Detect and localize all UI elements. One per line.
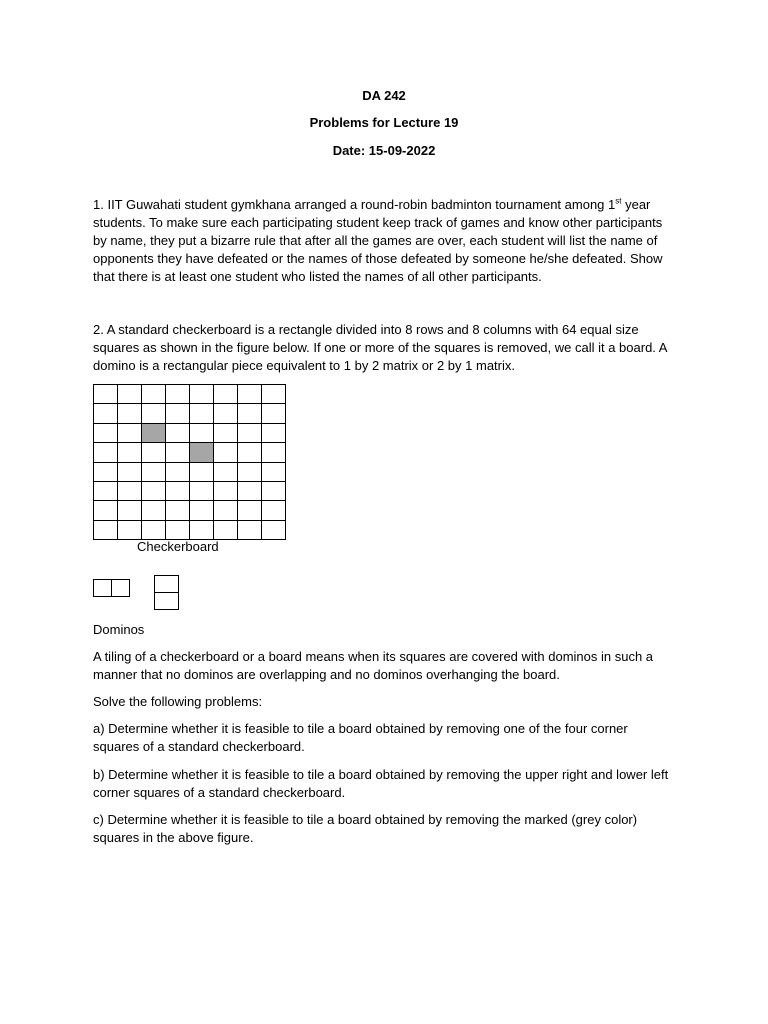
board-square xyxy=(94,482,118,501)
board-square xyxy=(238,482,262,501)
part-a: a) Determine whether it is feasible to tile a board obtained by removing one of the four corner squares of a standard checkerboard. xyxy=(93,721,628,754)
board-square xyxy=(118,463,142,482)
board-square xyxy=(238,501,262,520)
board-square xyxy=(166,385,190,404)
board-square xyxy=(94,521,118,540)
board-square xyxy=(166,463,190,482)
board-square xyxy=(142,404,166,423)
ordinal-superscript: st xyxy=(615,196,622,206)
domino-vertical-figure xyxy=(154,575,179,610)
problem-1 xyxy=(93,196,673,286)
board-square xyxy=(238,404,262,423)
board-square xyxy=(94,443,118,462)
problem-1-text-start: 1. IIT Guwahati student gymkhana arranged a round-robin badminton tournament among 1 xyxy=(93,197,616,212)
board-square xyxy=(238,424,262,443)
board-square xyxy=(94,463,118,482)
domino-square xyxy=(155,592,178,609)
board-square xyxy=(190,501,214,520)
document-date: Date: 15-09-2022 xyxy=(332,143,436,158)
board-square xyxy=(142,463,166,482)
board-square xyxy=(214,404,238,423)
board-square xyxy=(190,424,214,443)
board-square xyxy=(118,501,142,520)
board-square xyxy=(118,424,142,443)
domino-square xyxy=(111,580,129,596)
board-square xyxy=(214,463,238,482)
board-square xyxy=(238,521,262,540)
domino-horizontal-figure xyxy=(93,579,130,597)
board-square xyxy=(262,443,286,462)
board-square xyxy=(214,385,238,404)
board-square xyxy=(118,443,142,462)
board-square xyxy=(166,404,190,423)
board-square xyxy=(190,404,214,423)
board-square xyxy=(142,443,166,462)
board-square xyxy=(166,424,190,443)
board-square xyxy=(142,482,166,501)
board-square xyxy=(190,463,214,482)
board-square xyxy=(262,482,286,501)
domino-square xyxy=(155,576,178,592)
board-square xyxy=(214,443,238,462)
board-square xyxy=(214,482,238,501)
board-square xyxy=(214,424,238,443)
domino-square xyxy=(94,580,111,596)
part-b: b) Determine whether it is feasible to tile a board obtained by removing the upper right and lower left corner squares of a standard checkerboard. xyxy=(93,767,669,800)
board-square xyxy=(238,463,262,482)
board-square xyxy=(142,501,166,520)
course-code: DA 242 xyxy=(362,88,406,103)
board-square xyxy=(262,424,286,443)
solve-prompt: Solve the following problems: xyxy=(93,694,263,709)
board-square xyxy=(118,404,142,423)
checkerboard-figure xyxy=(93,384,286,540)
dominos-caption: Dominos xyxy=(93,622,145,637)
problem-1-text-end: year students. To make sure each participating student keep track of games and know other participants by name, they put a bizarre rule that after all the games are over, each student will list the name of opponents they have defeated or the names of those defeated by someone he/she defeated. Show that there is at least one student who listed the names of all other participants. xyxy=(93,197,663,284)
board-square xyxy=(262,521,286,540)
tiling-definition: A tiling of a checkerboard or a board means when its squares are covered with dominos in such a manner that no dominos are overlapping and no dominos overhanging the board. xyxy=(93,649,654,682)
board-square xyxy=(190,482,214,501)
board-square xyxy=(94,424,118,443)
board-square xyxy=(262,404,286,423)
board-square xyxy=(118,482,142,501)
board-square xyxy=(166,482,190,501)
board-square xyxy=(166,443,190,462)
removed-square xyxy=(190,443,214,462)
part-c: c) Determine whether it is feasible to tile a board obtained by removing the marked (grey color) squares in the above figure. xyxy=(93,812,638,845)
problem-2-intro: 2. A standard checkerboard is a rectangle divided into 8 rows and 8 columns with 64 equal size squares as shown in the figure below. If one or more of the squares is removed, we call it a board. A domino is a rectangular piece equivalent to 1 by 2 matrix or 2 by 1 matrix. xyxy=(93,322,667,373)
board-square xyxy=(94,501,118,520)
board-square xyxy=(214,501,238,520)
board-square xyxy=(94,404,118,423)
board-square xyxy=(262,385,286,404)
board-square xyxy=(262,501,286,520)
board-square xyxy=(118,385,142,404)
removed-square xyxy=(142,424,166,443)
board-square xyxy=(166,501,190,520)
board-square xyxy=(94,385,118,404)
board-square xyxy=(142,385,166,404)
board-square xyxy=(238,385,262,404)
board-square xyxy=(238,443,262,462)
checkerboard-caption: Checkerboard xyxy=(137,539,219,554)
document-title: Problems for Lecture 19 xyxy=(309,115,459,130)
board-square xyxy=(262,463,286,482)
board-square xyxy=(190,385,214,404)
